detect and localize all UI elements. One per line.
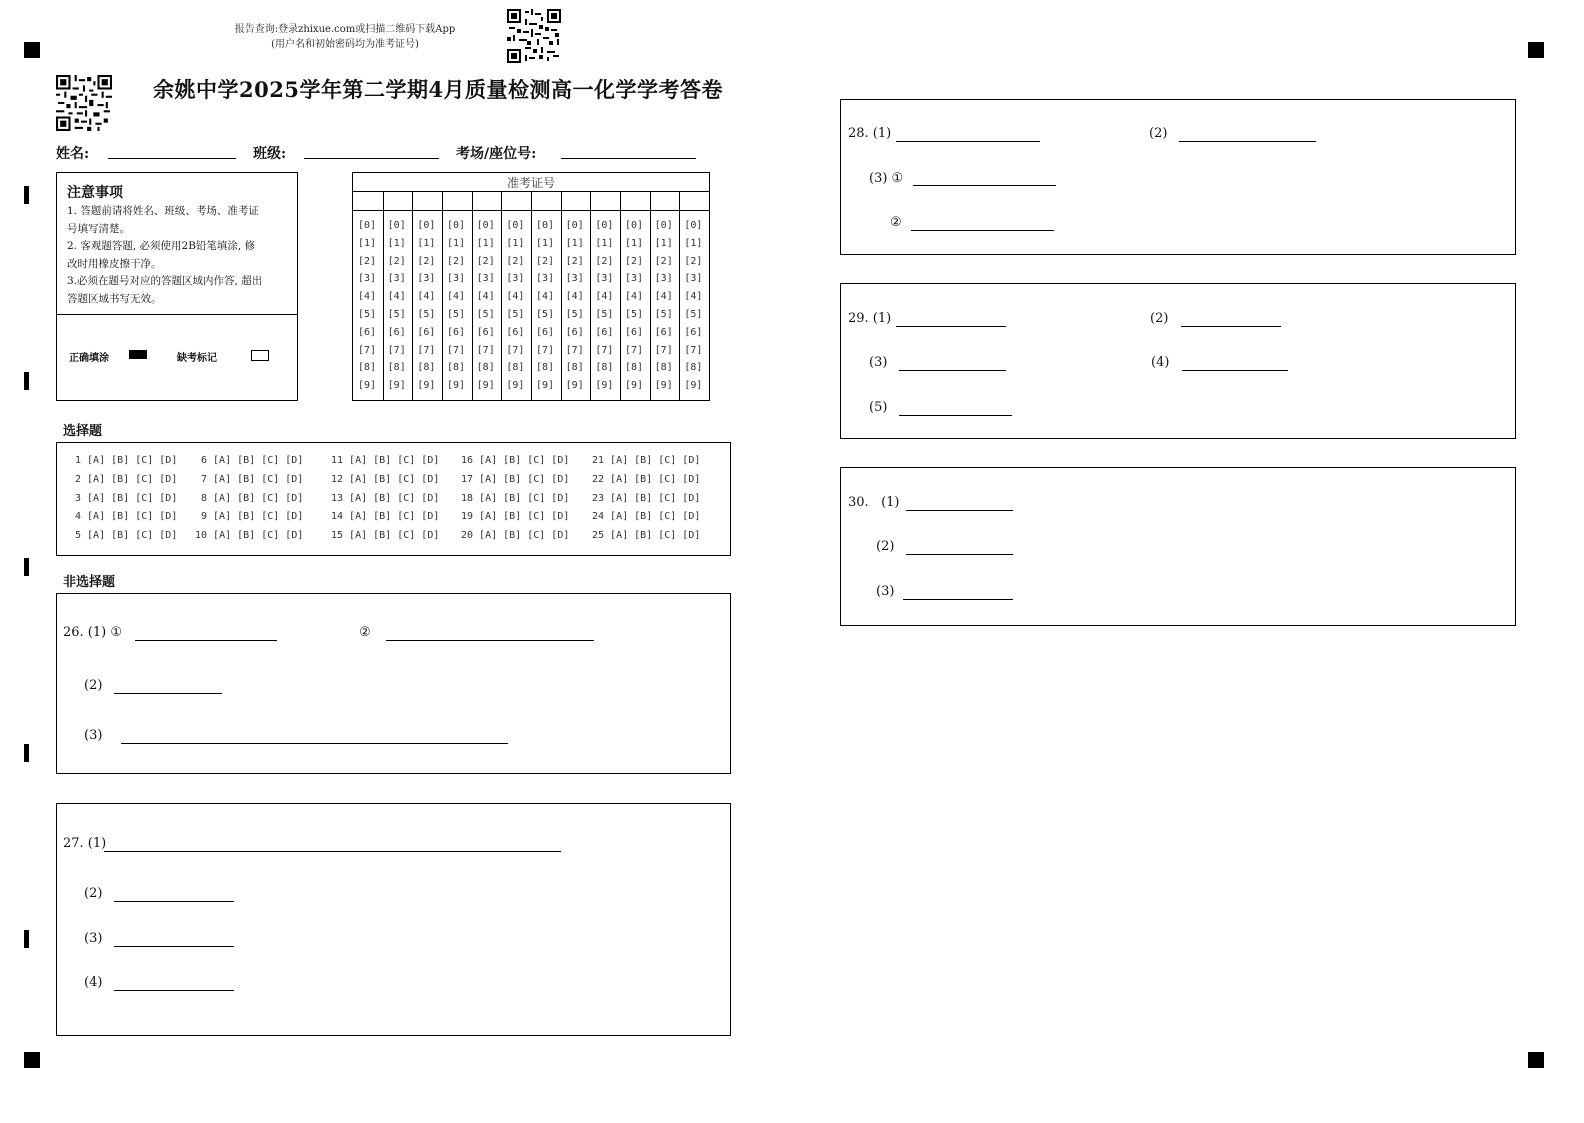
exam-id-digit-bubble[interactable]: [0] [417,220,436,231]
exam-id-digit-bubble[interactable]: [3] [358,273,377,285]
exam-id-digit-bubble[interactable]: [3] [684,273,703,285]
q26-part3-answer-line[interactable] [121,743,508,744]
choice-question-bubbles[interactable]: 18 [A] [B] [C] [D] [461,492,570,504]
q28-part1-answer-line[interactable] [896,141,1040,142]
choice-question-bubbles[interactable]: 24 [A] [B] [C] [D] [592,511,701,523]
choice-question-bubbles[interactable]: 11 [A] [B] [C] [D] [331,455,440,466]
exam-id-digit-bubble[interactable]: [0] [387,220,406,231]
exam-id-digit-bubble[interactable]: [7] [506,344,525,356]
q30-part2-label: (2) [876,539,895,554]
choice-question-bubbles[interactable]: 23 [A] [B] [C] [D] [592,492,701,504]
exam-id-digit-bubble[interactable]: [0] [684,220,703,231]
exam-id-digit-bubble[interactable]: [9] [506,380,525,392]
choice-question-bubbles[interactable]: 14 [A] [B] [C] [D] [331,511,440,523]
q27-part3-answer-line[interactable] [114,946,234,947]
nonchoice-section-label: 非选择题 [63,575,116,590]
q29-part4-answer-line[interactable] [1182,370,1288,371]
q26-part2-answer-line[interactable] [114,693,222,694]
exam-id-digit-bubble[interactable]: [8] [625,362,644,374]
q27-part2-label: (2) [84,886,103,901]
choice-question-bubbles[interactable]: 3 [A] [B] [C] [D] [75,492,178,504]
exam-id-column-divider [590,191,591,400]
seat-field[interactable] [561,158,696,159]
exam-id-digit-bubble[interactable]: [2] [595,255,614,267]
exam-id-digit-bubble[interactable]: [5] [387,309,406,320]
choice-question-bubbles[interactable]: 7 [A] [B] [C] [D] [201,473,304,485]
exam-id-digit-bubble[interactable]: [0] [506,220,525,231]
exam-id-digit-bubble[interactable]: [3] [654,273,673,285]
exam-id-digit-bubble[interactable]: [9] [417,380,436,392]
q26-part1-answer-line[interactable] [135,640,277,641]
exam-id-digit-bubble[interactable]: [8] [536,362,555,374]
exam-id-digit-bubble[interactable]: [7] [654,344,673,356]
seat-label: 考场/座位号: [456,146,537,162]
exam-id-digit-bubble[interactable]: [5] [447,309,466,320]
exam-id-digit-bubble[interactable]: [9] [625,380,644,392]
q27-part3-label: (3) [84,931,103,946]
exam-id-digit-bubble[interactable]: [2] [447,255,466,267]
name-field[interactable] [108,158,236,159]
exam-id-digit-bubble[interactable]: [8] [595,362,614,374]
exam-id-digit-bubble[interactable]: [5] [654,309,673,320]
exam-id-digit-bubble[interactable]: [6] [536,326,555,338]
exam-id-digit-bubble[interactable]: [9] [476,380,495,392]
exam-id-digit-bubble[interactable]: [9] [565,380,584,392]
choice-question-bubbles[interactable]: 19 [A] [B] [C] [D] [461,511,570,523]
choice-question-bubbles[interactable]: 20 [A] [B] [C] [D] [461,530,570,542]
timing-mark [24,186,29,204]
exam-id-digit-bubble[interactable]: [2] [476,255,495,267]
exam-id-digit-bubble[interactable]: [4] [506,291,525,303]
exam-id-digit-bubble[interactable]: [5] [536,309,555,320]
exam-id-digit-bubble[interactable]: [0] [476,220,495,231]
correct-fill-label: 正确填涂 [69,353,109,364]
exam-id-digit-bubble[interactable]: [9] [595,380,614,392]
header-note-line1: 报告查询:登录zhixue.com或扫描二维码下载App [234,24,456,35]
exam-id-digit-bubble[interactable]: [1] [684,237,703,249]
exam-id-digit-bubble[interactable]: [6] [506,326,525,338]
exam-id-table [352,172,710,401]
corner-mark-bottom-left [24,1052,40,1068]
notice-item: 答题区域书写无效。 [67,292,162,305]
corner-mark-top-right [1528,42,1544,58]
exam-id-digit-bubble[interactable]: [9] [447,380,466,392]
exam-id-digit-bubble[interactable]: [5] [595,309,614,320]
exam-id-digit-bubble[interactable]: [2] [417,255,436,267]
q30-part3-answer-line[interactable] [903,599,1013,600]
exam-id-digit-bubble[interactable]: [9] [387,380,406,392]
q30-part2-answer-line[interactable] [906,554,1013,555]
exam-id-digit-bubble[interactable]: [5] [684,309,703,320]
exam-id-digit-bubble[interactable]: [1] [595,237,614,249]
exam-id-digit-bubble[interactable]: [7] [595,344,614,356]
exam-id-digit-bubble[interactable]: [4] [654,291,673,303]
q30-part3-label: (3) [876,584,895,599]
exam-id-digit-bubble[interactable]: [2] [565,255,584,267]
choice-question-bubbles[interactable]: 2 [A] [B] [C] [D] [75,473,178,485]
choice-question-bubbles[interactable]: 12 [A] [B] [C] [D] [331,473,440,485]
exam-id-column-divider [620,191,621,400]
exam-id-digit-bubble[interactable]: [4] [387,291,406,303]
exam-id-digit-bubble[interactable]: [9] [536,380,555,392]
exam-id-digit-bubble[interactable]: [4] [476,291,495,303]
choice-question-bubbles[interactable]: 6 [A] [B] [C] [D] [201,455,304,466]
exam-id-digit-bubble[interactable]: [2] [387,255,406,267]
q28-part2-answer-line[interactable] [1179,141,1316,142]
q28-box [840,99,1516,255]
choice-question-bubbles[interactable]: 15 [A] [B] [C] [D] [331,530,440,542]
q30-box [840,467,1516,626]
notice-item: 2. 客观题答题, 必须使用2B铅笔填涂, 修 [67,240,256,252]
exam-id-column-divider [561,191,562,400]
q28-part3b-label: ② [890,215,902,230]
exam-id-digit-bubble[interactable]: [0] [625,220,644,231]
page-title: 余姚中学2025学年第二学期4月质量检测高一化学学考答卷 [153,77,724,102]
exam-id-digit-bubble[interactable]: [7] [447,344,466,356]
exam-id-digit-bubble[interactable]: [8] [476,362,495,374]
exam-id-digit-bubble[interactable]: [5] [417,309,436,320]
exam-id-digit-bubble[interactable]: [8] [358,362,377,374]
exam-id-digit-bubble[interactable]: [4] [447,291,466,303]
exam-id-digit-bubble[interactable]: [7] [417,344,436,356]
q27-part4-label: (4) [84,975,103,990]
exam-id-digit-bubble[interactable]: [7] [536,344,555,356]
exam-id-digit-bubble[interactable]: [6] [684,326,703,338]
q29-part4-label: (4) [1151,355,1170,370]
q29-part1-label: 29. (1) [848,311,892,326]
exam-id-digit-bubble[interactable]: [5] [476,309,495,320]
corner-mark-top-left [24,42,40,58]
q28-part1-label: 28. (1) [848,126,892,141]
exam-id-digit-bubble[interactable]: [7] [358,344,377,356]
exam-id-digit-bubble[interactable]: [6] [565,326,584,338]
exam-id-digit-bubble[interactable]: [3] [506,273,525,285]
choice-question-bubbles[interactable]: 13 [A] [B] [C] [D] [331,492,440,504]
exam-id-digit-bubble[interactable]: [6] [654,326,673,338]
exam-id-digit-bubble[interactable]: [8] [417,362,436,374]
notice-item: 3.必须在题号对应的答题区域内作答, 超出 [67,275,263,287]
exam-id-digit-bubble[interactable]: [0] [654,220,673,231]
q28-part3-label: (3) ① [869,171,904,186]
q29-part5-answer-line[interactable] [899,415,1012,416]
exam-id-column-divider [531,191,532,400]
exam-id-digit-bubble[interactable]: [8] [684,362,703,374]
exam-id-digit-bubble[interactable]: [4] [684,291,703,303]
exam-id-digit-bubble[interactable]: [8] [506,362,525,374]
q29-part1-answer-line[interactable] [896,326,1006,327]
exam-id-column-divider [442,191,443,400]
exam-id-digit-bubble[interactable]: [3] [565,273,584,285]
exam-id-column-divider [472,191,473,400]
exam-id-digit-bubble[interactable]: [1] [625,237,644,249]
class-field[interactable] [304,158,439,159]
exam-id-digit-bubble[interactable]: [2] [358,255,377,267]
notice-divider [57,314,297,315]
exam-id-digit-bubble[interactable]: [3] [417,273,436,285]
exam-id-digit-bubble[interactable]: [9] [654,380,673,392]
choice-question-bubbles[interactable]: 10 [A] [B] [C] [D] [195,530,304,542]
qr-code-icon [507,9,561,63]
exam-id-digit-bubble[interactable]: [0] [536,220,555,231]
q29-part5-label: (5) [869,400,888,415]
exam-id-digit-bubble[interactable]: [9] [358,380,377,392]
exam-id-digit-bubble[interactable]: [4] [625,291,644,303]
exam-id-digit-bubble[interactable]: [4] [565,291,584,303]
exam-id-digit-bubble[interactable]: [1] [447,237,466,249]
exam-id-digit-bubble[interactable]: [0] [358,220,377,231]
exam-id-digit-bubble[interactable]: [3] [387,273,406,285]
q29-part2-label: (2) [1150,311,1169,326]
exam-id-digit-bubble[interactable]: [6] [625,326,644,338]
timing-mark [24,744,29,762]
exam-id-column-divider [679,191,680,400]
header-note-line2: (用户名和初始密码均为准考证号) [271,39,419,50]
q27-box [56,803,731,1036]
exam-id-digit-bubble[interactable]: [1] [565,237,584,249]
exam-id-column-divider [501,191,502,400]
choice-question-bubbles[interactable]: 21 [A] [B] [C] [D] [592,455,701,466]
exam-id-digit-bubble[interactable]: [6] [417,326,436,338]
exam-id-digit-bubble[interactable]: [5] [506,309,525,320]
notice-title: 注意事项 [67,185,123,201]
q27-part2-answer-line[interactable] [114,901,234,902]
timing-mark [24,930,29,948]
absent-mark-checkbox[interactable] [251,350,269,361]
q26-part1b-label: ② [359,625,371,640]
q27-part4-answer-line[interactable] [114,990,234,991]
exam-id-digit-bubble[interactable]: [8] [654,362,673,374]
absent-mark-label: 缺考标记 [177,353,217,364]
q30-part1-label: 30. (1) [848,495,900,510]
exam-id-column-divider [412,191,413,400]
exam-id-column-divider [383,191,384,400]
exam-id-title: 准考证号 [506,176,555,190]
exam-id-digit-bubble[interactable]: [1] [654,237,673,249]
exam-id-digit-bubble[interactable]: [4] [595,291,614,303]
exam-id-digit-bubble[interactable]: [7] [476,344,495,356]
exam-id-digit-bubble[interactable]: [0] [447,220,466,231]
exam-id-digit-bubble[interactable]: [1] [476,237,495,249]
exam-id-digit-bubble[interactable]: [3] [625,273,644,285]
exam-id-digit-bubble[interactable]: [2] [625,255,644,267]
notice-item: 1. 答题前请将姓名、班级、考场、准考证 [67,205,259,217]
exam-id-digit-bubble[interactable]: [4] [417,291,436,303]
q30-part1-answer-line[interactable] [906,510,1013,511]
q27-part1-answer-line[interactable] [104,851,561,852]
exam-id-digit-bubble[interactable]: [5] [565,309,584,320]
exam-id-digit-bubble[interactable]: [1] [387,237,406,249]
choice-question-bubbles[interactable]: 16 [A] [B] [C] [D] [461,455,570,466]
timing-mark [24,372,29,390]
exam-id-digit-bubble[interactable]: [2] [684,255,703,267]
notice-item: 改时用橡皮擦干净。 [67,257,162,270]
choice-question-bubbles[interactable]: 22 [A] [B] [C] [D] [592,473,701,485]
exam-id-digit-bubble[interactable]: [4] [536,291,555,303]
exam-id-digit-bubble[interactable]: [2] [654,255,673,267]
choice-question-bubbles[interactable]: 9 [A] [B] [C] [D] [201,511,304,523]
choice-question-bubbles[interactable]: 8 [A] [B] [C] [D] [201,492,304,504]
q26-part3-label: (3) [84,728,103,743]
exam-id-column-divider [650,191,651,400]
exam-id-digit-bubble[interactable]: [1] [358,237,377,249]
exam-id-digit-bubble[interactable]: [0] [565,220,584,231]
q26-part2-label: (2) [84,678,103,693]
exam-id-digit-bubble[interactable]: [6] [595,326,614,338]
exam-id-digit-bubble[interactable]: [8] [447,362,466,374]
q26-part1b-answer-line[interactable] [386,640,594,641]
class-label: 班级: [253,146,287,162]
exam-id-digit-bubble[interactable]: [6] [476,326,495,338]
q29-part2-answer-line[interactable] [1181,326,1281,327]
choice-question-bubbles[interactable]: 1 [A] [B] [C] [D] [75,455,178,466]
exam-id-digit-bubble[interactable]: [3] [447,273,466,285]
exam-id-digit-bubble[interactable]: [4] [358,291,377,303]
choice-question-bubbles[interactable]: 4 [A] [B] [C] [D] [75,511,178,523]
exam-id-digit-bubble[interactable]: [1] [417,237,436,249]
exam-id-digit-bubble[interactable]: [8] [565,362,584,374]
exam-id-digit-bubble[interactable]: [9] [684,380,703,392]
q28-part3-answer-line[interactable] [913,185,1056,186]
correct-fill-sample [129,350,147,359]
exam-id-digit-bubble[interactable]: [0] [595,220,614,231]
choice-box [56,442,731,556]
header-note [200,22,490,52]
exam-id-digit-bubble[interactable]: [5] [625,309,644,320]
exam-id-digit-bubble[interactable]: [2] [506,255,525,267]
exam-id-digit-bubble[interactable]: [7] [565,344,584,356]
exam-id-digit-bubble[interactable]: [7] [684,344,703,356]
exam-id-digit-bubble[interactable]: [1] [506,237,525,249]
q27-part1-label: 27. (1) [63,836,107,851]
exam-id-digit-bubble[interactable]: [7] [387,344,406,356]
choice-question-bubbles[interactable]: 17 [A] [B] [C] [D] [461,473,570,485]
exam-id-digit-bubble[interactable]: [3] [595,273,614,285]
exam-id-digit-bubble[interactable]: [2] [536,255,555,267]
q26-box [56,593,731,774]
exam-id-digit-bubble[interactable]: [3] [476,273,495,285]
q29-part3-label: (3) [869,355,888,370]
exam-id-digit-bubble[interactable]: [6] [387,326,406,338]
exam-id-digit-bubble[interactable]: [7] [625,344,644,356]
exam-id-digit-bubble[interactable]: [6] [447,326,466,338]
q29-part3-answer-line[interactable] [899,370,1006,371]
notice-box [56,172,298,401]
name-label: 姓名: [56,146,90,162]
q26-part1-label: 26. (1) ① [63,625,123,640]
exam-id-digit-bubble[interactable]: [3] [536,273,555,285]
q29-box [840,283,1516,439]
corner-mark-bottom-right [1528,1052,1544,1068]
choice-question-bubbles[interactable]: 5 [A] [B] [C] [D] [75,530,178,542]
exam-id-digit-bubble[interactable]: [5] [358,309,377,320]
notice-item: 号填写清楚。 [67,222,130,235]
q28-part3b-answer-line[interactable] [911,230,1054,231]
exam-id-digit-bubble[interactable]: [1] [536,237,555,249]
choice-question-bubbles[interactable]: 25 [A] [B] [C] [D] [592,530,701,542]
exam-id-digit-bubble[interactable]: [6] [358,326,377,338]
timing-mark [24,558,29,576]
choice-section-label: 选择题 [63,424,103,439]
q28-part2-label: (2) [1149,126,1168,141]
qr-code-icon [56,75,112,131]
exam-id-digit-bubble[interactable]: [8] [387,362,406,374]
notice-text [67,203,293,308]
